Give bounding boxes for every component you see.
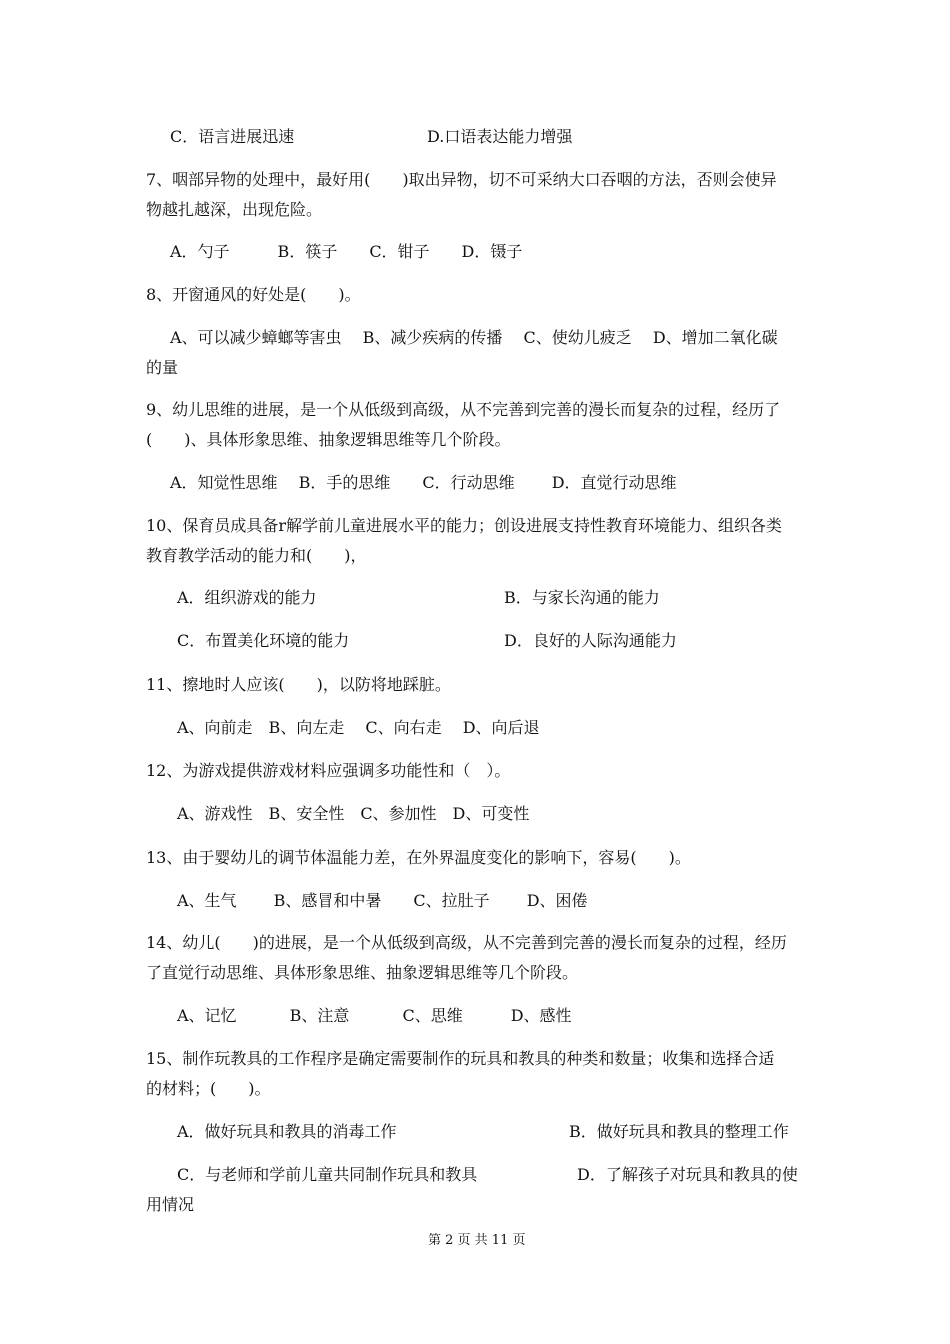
option-c-q15: C．与老师和学前儿童共同制作玩具和教具 [177, 1165, 478, 1184]
question-11: 11、擦地时人应该( )，以防将地踩脏。 [146, 675, 451, 694]
options-q9: A．知觉性思维 B．手的思维 C．行动思维 D．直觉行动思维 [170, 473, 677, 492]
options-q13: A、生气 B、感冒和中暑 C、拉肚子 D、困倦 [177, 891, 588, 910]
question-15-cont: 的材料；( )。 [146, 1079, 271, 1098]
question-13: 13、由于婴幼儿的调节体温能力差，在外界温度变化的影响下，容易( )。 [146, 848, 691, 867]
question-7-cont: 物越扎越深，出现危险。 [146, 200, 323, 219]
option-d-q10: D．良好的人际沟通能力 [504, 631, 677, 650]
question-10: 10、保育员成具备r解学前儿童进展水平的能力；创设进展支持性教育环境能力、组织各类 [146, 516, 783, 535]
option-d-q6: D.口语表达能力增强 [427, 127, 573, 146]
options-q14: A、记忆 B、注意 C、思维 D、感性 [177, 1006, 572, 1025]
option-b-q15: B．做好玩具和教具的整理工作 [569, 1122, 789, 1141]
question-14-cont: 了直觉行动思维、具体形象思维、抽象逻辑思维等几个阶段。 [146, 963, 579, 982]
option-b-q10: B．与家长沟通的能力 [504, 588, 660, 607]
option-a-q15: A．做好玩具和教具的消毒工作 [177, 1122, 397, 1141]
option-c-q10: C．布置美化环境的能力 [177, 631, 350, 650]
option-c-q6: C．语言进展迅速 [170, 127, 295, 146]
option-d-q15: D．了解孩子对玩具和教具的使 [577, 1165, 798, 1184]
question-12: 12、为游戏提供游戏材料应强调多功能性和（ ）。 [146, 761, 511, 780]
options-q8-cont: 的量 [146, 358, 179, 377]
page-footer: 第 2 页 共 11 页 [428, 1233, 526, 1248]
option-d-q15-cont: 用情况 [146, 1195, 195, 1214]
option-a-q10: A．组织游戏的能力 [177, 588, 317, 607]
question-15: 15、制作玩教具的工作程序是确定需要制作的玩具和教具的种类和数量；收集和选择合适 [146, 1049, 775, 1068]
question-9: 9、幼儿思维的进展，是一个从低级到高级，从不完善到完善的漫长而复杂的过程，经历了 [146, 400, 781, 419]
question-8: 8、开窗通风的好处是( )。 [146, 285, 361, 304]
options-q8: A、可以减少蟑螂等害虫 B、减少疾病的传播 C、使幼儿疲乏 D、增加二氧化碳 [170, 328, 778, 347]
options-q12: A、游戏性 B、安全性 C、参加性 D、可变性 [177, 804, 530, 823]
options-q11: A、向前走 B、向左走 C、向右走 D、向后退 [177, 718, 540, 737]
question-10-cont: 教育教学活动的能力和( )， [146, 546, 367, 565]
question-9-cont: ( )、具体形象思维、抽象逻辑思维等几个阶段。 [146, 430, 511, 449]
question-7: 7、咽部异物的处理中，最好用( )取出异物，切不可采纳大口吞咽的方法，否则会使异 [146, 170, 777, 189]
question-14: 14、幼儿( )的进展，是一个从低级到高级，从不完善到完善的漫长而复杂的过程，经历 [146, 933, 787, 952]
options-q7: A．勺子 B．筷子 C．钳子 D．镊子 [170, 242, 523, 261]
